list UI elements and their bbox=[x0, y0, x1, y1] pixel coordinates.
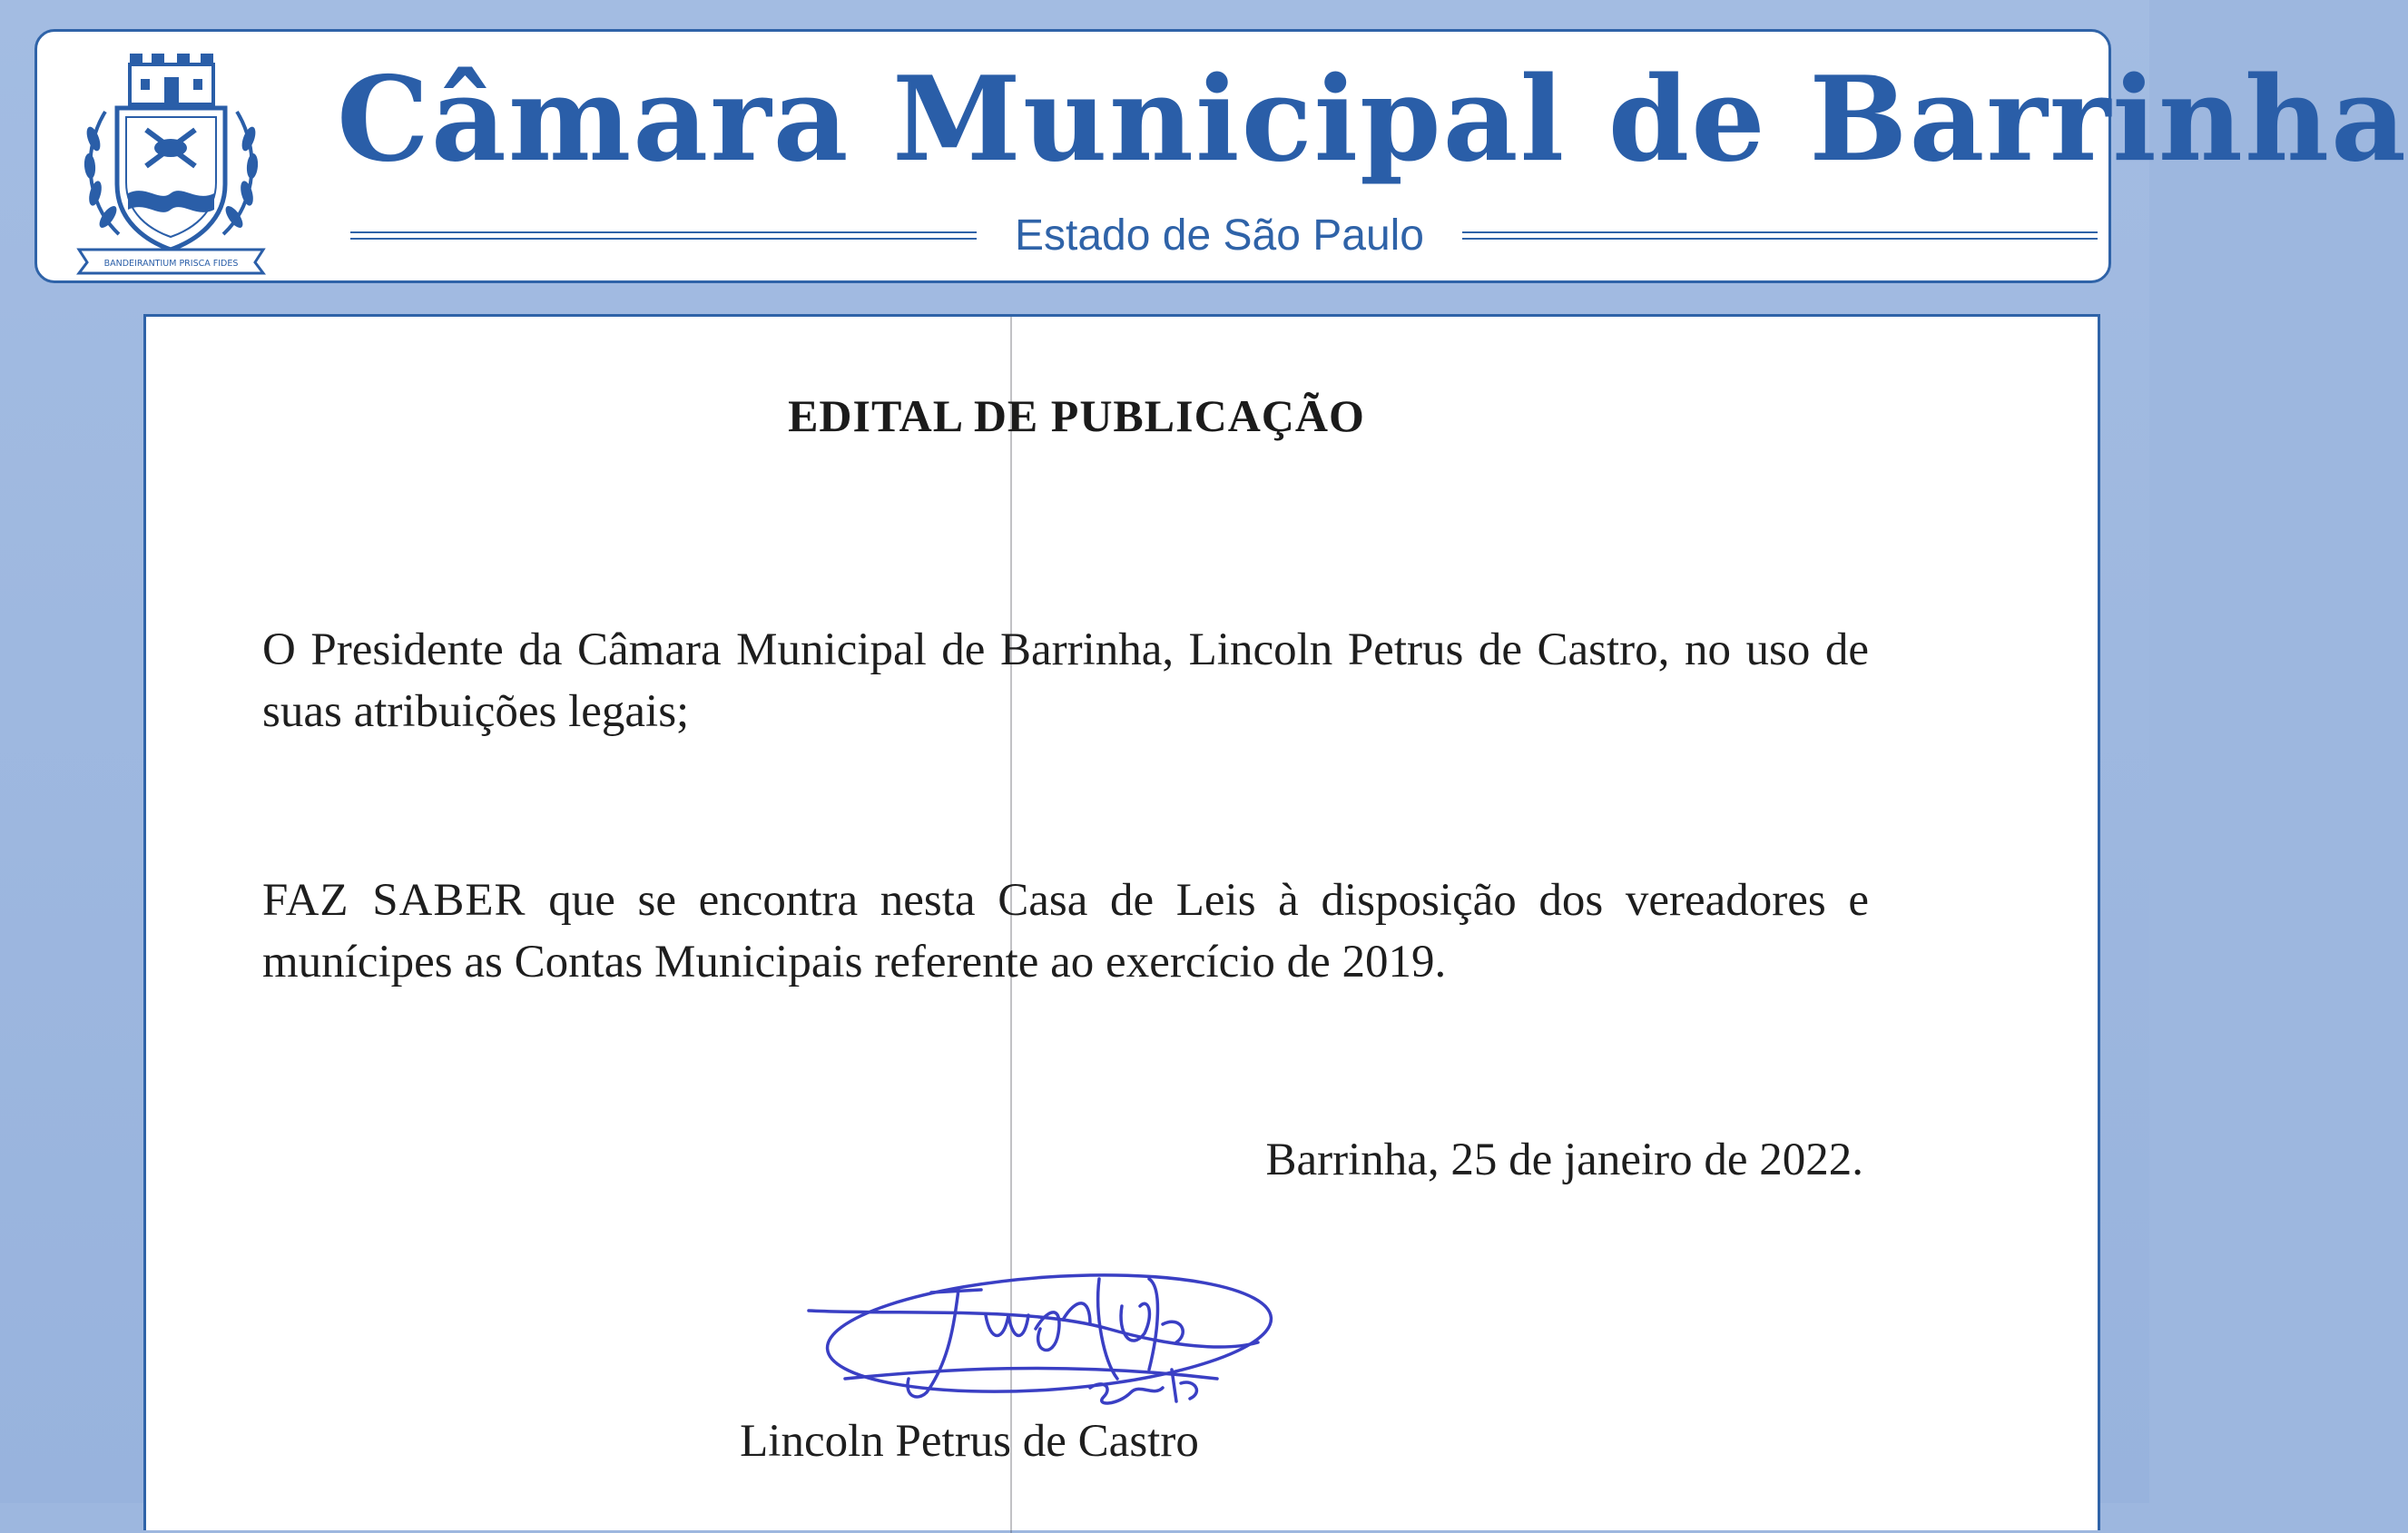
announcement-body: que se encontra nesta Casa de Leis à disposição dos vereadores e munícipes as Contas Municipais referente ao exercício de 2019. bbox=[262, 875, 1869, 988]
paragraph-intro: O Presidente da Câmara Municipal de Barrinha, Lincoln Petrus de Castro, no uso de suas atribuições legais; bbox=[262, 624, 1869, 737]
municipal-coat-of-arms bbox=[74, 48, 269, 275]
document-title: EDITAL DE PUBLICAÇÃO bbox=[788, 390, 1365, 441]
announcement-lead: FAZ SABER bbox=[262, 875, 526, 926]
signer-name: Lincoln Petrus de Castro bbox=[740, 1416, 1199, 1467]
letterhead-subtitle: Estado de São Paulo bbox=[1014, 211, 1424, 260]
date-line: Barrinha, 25 de janeiro de 2022. bbox=[1265, 1135, 1863, 1185]
document-sheet bbox=[143, 314, 2100, 1530]
letterhead-title: Câmara Municipal de Barrinha bbox=[337, 52, 2408, 188]
subtitle-row bbox=[350, 210, 2098, 262]
divider-right bbox=[1462, 231, 2098, 240]
paragraph-announcement bbox=[262, 870, 1869, 993]
divider-left bbox=[350, 231, 977, 240]
crest-motto: BANDEIRANTIUM PRISCA FIDES bbox=[103, 259, 239, 269]
letterhead bbox=[34, 29, 2408, 283]
handwritten-signature bbox=[791, 1243, 1299, 1424]
